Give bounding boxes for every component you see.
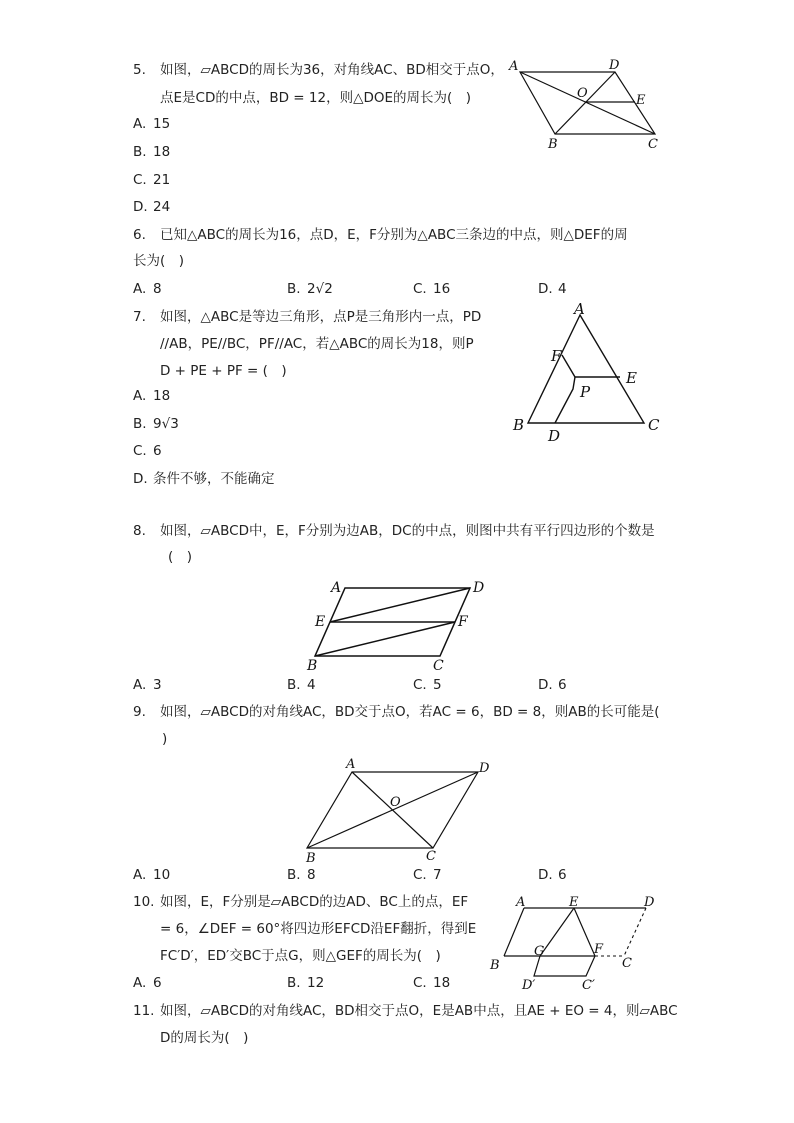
q5-label-e: E [636,93,646,108]
option-text: 4 [307,677,316,693]
q10-stem-line1: 如图，E，F分别是▱ABCD的边AD、BC上的点，EF [160,894,469,910]
q6-stem-line2: 长为( ) [133,253,185,269]
q6-option-d[interactable] [538,279,567,299]
option-text: 8 [153,281,162,297]
q7-stem-line3: D + PE + PF = ( ) [160,363,287,379]
q8-label-a: A [331,580,342,596]
option-text: 18 [153,388,171,404]
q9-option-c[interactable] [413,865,442,885]
q10-label-e: E [569,895,579,910]
option-letter: A. [133,677,147,693]
q9-label-a: A [346,757,356,772]
q10-label-f: F [594,942,604,957]
q10-stem-line3: FC′D′，ED′交BC于点G，则△GEF的周长为( ) [160,948,441,964]
option-letter: D. [133,471,148,487]
q6-option-b[interactable] [287,279,333,299]
option-letter: A. [133,281,147,297]
q6-option-c[interactable] [413,279,450,299]
q9-stem-line1: 如图，▱ABCD的对角线AC，BD交于点O，若AC = 6，BD = 8，则AB的长可能是( [160,704,660,720]
option-letter: B. [287,975,301,991]
option-text: 21 [153,172,171,188]
option-letter: B. [133,416,147,432]
q7-label-c: C [648,416,660,434]
q5-figure [505,56,675,154]
q10-figure [486,893,666,991]
q9-option-a[interactable] [133,865,170,885]
option-letter: C. [413,281,427,297]
option-letter: B. [287,677,301,693]
q5-label-d: D [609,58,620,73]
q9-label-d: D [479,761,490,776]
option-letter: D. [538,677,553,693]
option-letter: D. [133,199,148,215]
q8-option-a[interactable] [133,675,162,695]
option-letter: A. [133,975,147,991]
q8-stem-line2: ( ) [168,549,193,565]
q8-option-b[interactable] [287,675,316,695]
option-text: 18 [433,975,451,991]
q9-option-d[interactable] [538,865,567,885]
option-letter: A. [133,116,147,132]
q8-label-b: B [307,658,318,674]
q7-option-d[interactable] [133,469,275,489]
q10-label-d-prime: D′ [522,978,536,991]
option-text: 9√3 [153,416,179,432]
q5-label-b: B [548,137,558,152]
q10-label-c-prime: C′ [582,978,595,991]
q8-stem-line1: 如图，▱ABCD中，E，F分别为边AB，DC的中点，则图中共有平行四边形的个数是 [160,523,655,539]
q8-option-d[interactable] [538,675,567,695]
option-text: 5 [433,677,442,693]
q5-stem-line2: 点E是CD的中点，BD = 12，则△DOE的周长为( ) [160,90,472,106]
option-text: 16 [433,281,451,297]
q5-number: 5. [133,62,146,78]
q10-label-a: A [516,895,526,910]
q10-label-g: G [534,944,545,959]
q10-option-b[interactable] [287,973,324,993]
q8-label-c: C [433,658,444,674]
q5-label-a: A [509,59,519,74]
option-letter: C. [133,172,147,188]
q7-label-e: E [626,369,637,387]
q10-label-d: D [644,895,655,910]
q5-option-d[interactable] [133,197,170,217]
q7-stem-line1: 如图，△ABC是等边三角形，点P是三角形内一点，PD [160,309,482,325]
q10-option-a[interactable] [133,973,162,993]
q7-number: 7. [133,309,146,325]
q9-label-b: B [306,851,316,866]
q7-figure [508,303,668,448]
option-text: 8 [307,867,316,883]
q9-stem-line2: ) [162,731,168,747]
q8-label-e: E [315,614,326,630]
option-text: 6 [153,975,162,991]
q9-option-b[interactable] [287,865,316,885]
option-letter: D. [538,867,553,883]
option-text: 6 [153,443,162,459]
q5-label-o: O [577,86,588,101]
option-letter: B. [287,281,301,297]
option-letter: B. [287,867,301,883]
q7-option-c[interactable] [133,441,162,461]
q7-option-a[interactable] [133,386,170,406]
option-letter: C. [413,677,427,693]
q8-option-c[interactable] [413,675,442,695]
q9-label-o: O [390,795,401,810]
q10-label-c: C [622,956,632,971]
q6-number: 6. [133,227,146,243]
option-letter: C. [413,867,427,883]
q7-label-a: A [574,303,585,318]
q8-label-f: F [458,614,468,630]
option-letter: A. [133,388,147,404]
option-text: 条件不够，不能确定 [153,471,275,487]
option-text: 2√2 [307,281,333,297]
option-letter: B. [133,144,147,160]
q9-figure [300,754,500,866]
q6-option-a[interactable] [133,279,162,299]
q9-number: 9. [133,704,146,720]
q5-label-c: C [648,137,658,152]
q5-option-b[interactable] [133,142,170,162]
q9-label-c: C [426,849,436,864]
q11-number: 11. [133,1003,155,1019]
q10-label-b: B [490,958,500,973]
q6-stem-line1: 已知△ABC的周长为16，点D，E，F分别为△ABC三条边的中点，则△DEF的周 [160,227,628,243]
q8-number: 8. [133,523,146,539]
q10-number: 10. [133,894,155,910]
q7-label-d: D [548,427,561,445]
q8-figure [305,576,495,674]
q7-label-b: B [513,416,525,434]
option-text: 6 [558,677,567,693]
option-text: 12 [307,975,325,991]
option-text: 18 [153,144,171,160]
option-letter: A. [133,867,147,883]
q8-label-d: D [473,580,485,596]
q11-stem-line2: D的周长为( ) [160,1030,249,1046]
q7-option-b[interactable] [133,414,179,434]
q7-stem-line2: //AB，PE//BC，PF//AC，若△ABC的周长为18，则P [160,336,474,352]
q5-stem-line1: 如图，▱ABCD的周长为36，对角线AC、BD相交于点O， [160,62,504,78]
option-text: 4 [558,281,567,297]
q7-label-p: P [580,383,591,401]
option-text: 15 [153,116,171,132]
option-letter: C. [133,443,147,459]
option-letter: C. [413,975,427,991]
option-text: 6 [558,867,567,883]
option-text: 10 [153,867,171,883]
q7-label-f: F [551,347,562,365]
option-letter: D. [538,281,553,297]
option-text: 24 [153,199,171,215]
q5-option-a[interactable] [133,114,170,134]
option-text: 3 [153,677,162,693]
option-text: 7 [433,867,442,883]
q10-option-c[interactable] [413,973,450,993]
q10-stem-line2: = 6，∠DEF = 60°将四边形EFCD沿EF翻折，得到E [160,921,477,937]
q5-option-c[interactable] [133,170,170,190]
q11-stem-line1: 如图，▱ABCD的对角线AC，BD相交于点O，E是AB中点，且AE + EO = 4，则▱ABC [160,1003,678,1019]
